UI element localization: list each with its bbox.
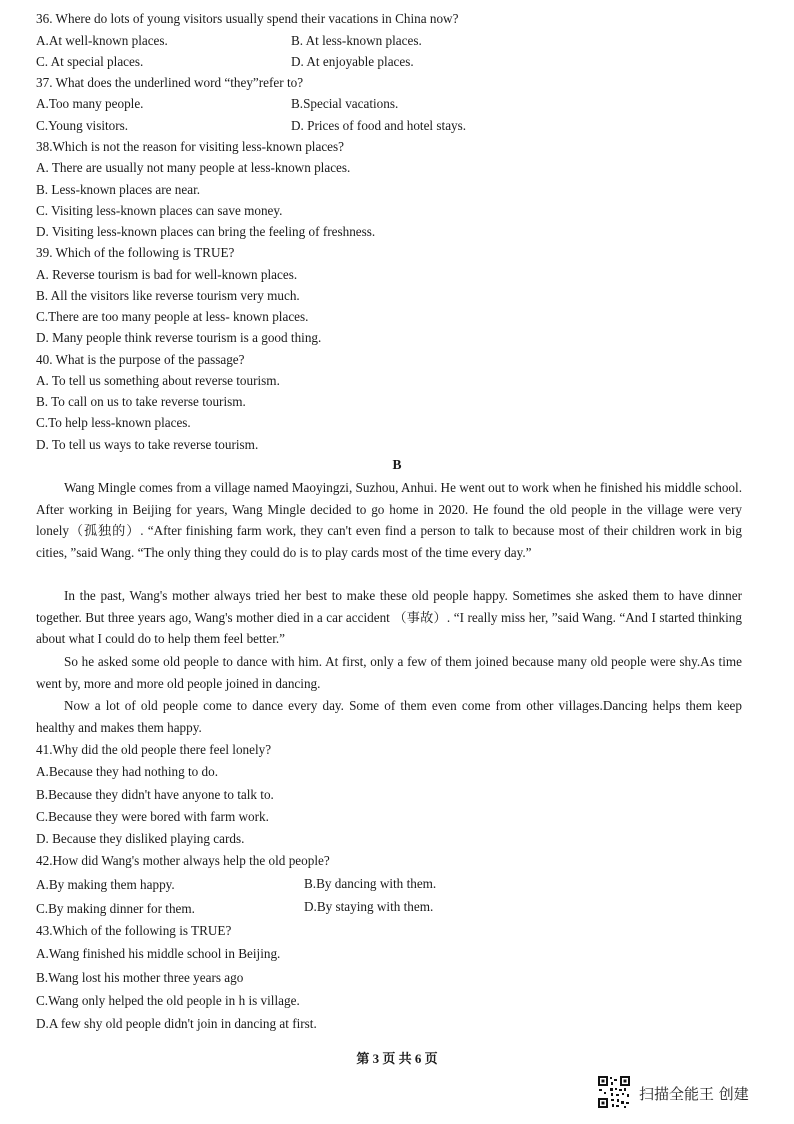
q37-option-c: C.Young visitors. (36, 118, 129, 133)
passage-paragraph-4-text: Now a lot of old people come to dance every day. Some of them even come from other villages.Dancing helps them keep healthy and makes them happy. (36, 698, 742, 735)
passage-paragraph-1 (36, 477, 742, 563)
q42-option-b: B.By dancing with them. (304, 876, 437, 891)
scanner-watermark: 扫描全能王 创建 (639, 1085, 749, 1103)
q38-option-c: C. Visiting less-known places can save money. (36, 203, 283, 218)
q37-option-d: D. Prices of food and hotel stays. (291, 118, 467, 133)
q42-stem: 42.How did Wang's mother always help the old people? (36, 853, 330, 868)
q41-option-d: D. Because they disliked playing cards. (36, 831, 245, 846)
passage-paragraph-2-text: In the past, Wang's mother always tried her best to make these old people happy. Sometimes she asked them to have dinner together. But three years ago, Wang's mother died in a car accident （事故）. “I really miss her, ”said Wang. “And I started thinking about what I could do to help them feel better.” (36, 588, 742, 647)
q40-option-c: C.To help less-known places. (36, 415, 191, 430)
passage-paragraph-1-text: Wang Mingle comes from a village named Maoyingzi, Suzhou, Anhui. He went out to work when he finished his middle school. After working in Beijing for years, Wang Mingle decided to go home in 2020. He found the old people in the village were very lonely（孤独的）. “After finishing farm work, they can't even find a person to talk to because most of their children work in big cities, ”said Wang. “The only thing they could do is to play cards most of the time every day.” (36, 480, 742, 560)
q42-option-a: A.By making them happy. (36, 877, 175, 892)
q36-option-d: D. At enjoyable places. (291, 54, 414, 69)
q36-option-b: B. At less-known places. (291, 33, 422, 48)
q39-option-b: B. All the visitors like reverse tourism very much. (36, 288, 300, 303)
q36-option-c: C. At special places. (36, 54, 144, 69)
q37-option-b: B.Special vacations. (291, 96, 399, 111)
q40-stem: 40. What is the purpose of the passage? (36, 352, 245, 367)
q38-option-d: D. Visiting less-known places can bring the feeling of freshness. (36, 224, 376, 239)
q36-option-a: A.At well-known places. (36, 33, 168, 48)
q39-option-c: C.There are too many people at less- known places. (36, 309, 309, 324)
passage-paragraph-3 (36, 651, 742, 694)
q43-option-a: A.Wang finished his middle school in Beijing. (36, 946, 281, 961)
q40-option-b: B. To call on us to take reverse tourism. (36, 394, 246, 409)
passage-paragraph-2 (36, 585, 742, 650)
q43-option-c: C.Wang only helped the old people in h is village. (36, 993, 300, 1008)
q42-option-d: D.By staying with them. (304, 899, 434, 914)
qr-code-icon (597, 1075, 631, 1109)
q38-option-b: B. Less-known places are near. (36, 182, 201, 197)
q41-stem: 41.Why did the old people there feel lonely? (36, 742, 272, 757)
q38-option-a: A. There are usually not many people at less-known places. (36, 160, 351, 175)
q43-option-d: D.A few shy old people didn't join in dancing at first. (36, 1016, 317, 1031)
passage-paragraph-4 (36, 695, 742, 738)
q41-option-c: C.Because they were bored with farm work. (36, 809, 269, 824)
q43-option-b: B.Wang lost his mother three years ago (36, 970, 244, 985)
section-b-heading: B (392, 457, 402, 472)
q43-stem: 43.Which of the following is TRUE? (36, 923, 232, 938)
page-number: 第 3 页 共 6 页 (356, 1051, 438, 1066)
q38-stem: 38.Which is not the reason for visiting less-known places? (36, 139, 345, 154)
q42-option-c: C.By making dinner for them. (36, 901, 195, 916)
passage-paragraph-3-text: So he asked some old people to dance with him. At first, only a few of them joined because many old people were shy.As time went by, more and more old people joined in dancing. (36, 654, 742, 691)
q41-option-b: B.Because they didn't have anyone to talk to. (36, 787, 274, 802)
q40-option-a: A. To tell us something about reverse tourism. (36, 373, 280, 388)
q39-stem: 39. Which of the following is TRUE? (36, 245, 235, 260)
q37-option-a: A.Too many people. (36, 96, 144, 111)
q39-option-d: D. Many people think reverse tourism is a good thing. (36, 330, 322, 345)
q41-option-a: A.Because they had nothing to do. (36, 764, 219, 779)
q37-stem: 37. What does the underlined word “they”refer to? (36, 75, 304, 90)
q40-option-d: D. To tell us ways to take reverse tourism. (36, 437, 259, 452)
q39-option-a: A. Reverse tourism is bad for well-known places. (36, 267, 298, 282)
q36-stem: 36. Where do lots of young visitors usually spend their vacations in China now? (36, 11, 459, 26)
